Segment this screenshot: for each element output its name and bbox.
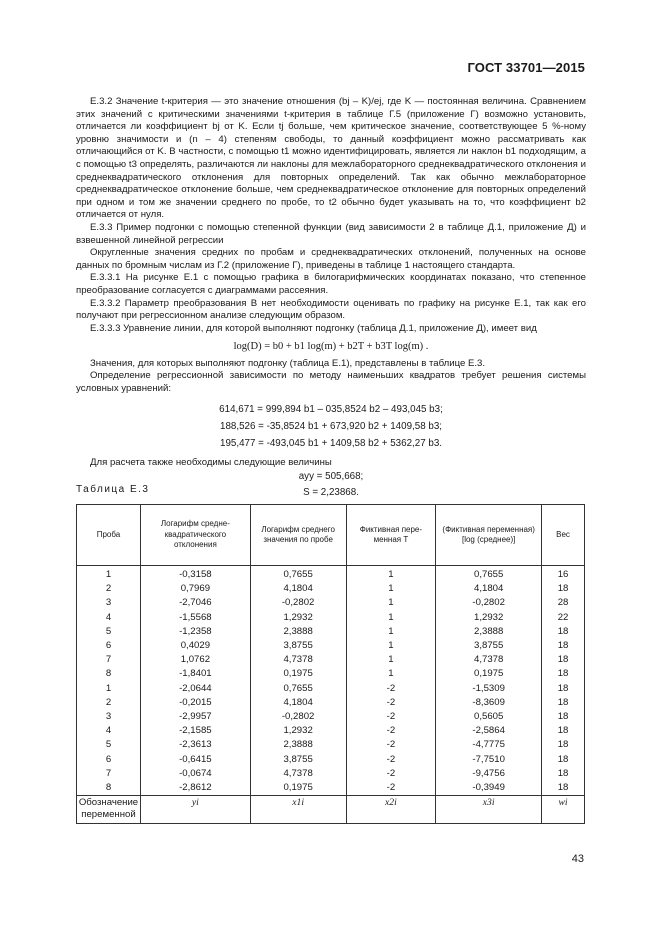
table-row (77, 682, 585, 696)
table-cell: -2,9957 (140, 710, 250, 724)
table-cell: 18 (542, 653, 585, 667)
table-cell: 18 (542, 625, 585, 639)
table-cell: 1 (346, 611, 436, 625)
paragraph: Е.3.3.3 Уравнение линии, для которой выполняют подгонку (таблица Д.1, приложение Д), имеет вид (90, 322, 537, 334)
paragraph: Значения, для которых выполняют подгонку (таблица Е.1), представлены в таблице Е.3. (90, 357, 486, 369)
system-equation: 188,526 = -35,8524 b1 + 673,920 b2 + 1409,58 b3; (220, 420, 442, 432)
table-cell: 1,2932 (250, 724, 346, 738)
paragraph: Е.3.2 Значение t-критерия — это значение отношения (bj – K)/ej, где K — постоянная величина. Сравнением этих значений с критическими значениями t-критерия в таблице Г.5 (приложение Г) возможно установить, отличается ли коэффициент bj от K. Если tj больше, чем критическое значение, соответствующее 5 %-ному уровню значимости и (n – 4) степеням свободы, то данный коэффициент можно рассматривать как отличающийся от K. В частности, с помощью t1 можно идентифицировать, является ли наклон b1 подходящим, а с помощью t3 определять, различаются ли наклоны для межлабораторного среднеквадратического отклонения и среднеквадратического отклонения для повторных определений. Так как обычно межлабораторное среднеквадратическое отклонение больше, чем среднеквадратическое отклонение для повторных определений при одном и том же значении среднего по пробе, то t2 обычно будет указывать на то, что коэффициент b2 отличается от нуля. (76, 96, 586, 221)
table-cell: 3,8755 (436, 639, 542, 653)
page-number: 43 (571, 853, 584, 865)
table-cell: 1 (346, 596, 436, 610)
table-cell: 3 (77, 596, 141, 610)
table-row (77, 667, 585, 681)
table-cell: 1 (77, 566, 141, 583)
table-cell: 4,1804 (250, 582, 346, 596)
system-equation: 195,477 = -493,045 b1 + 1409,58 b2 + 5362,27 b3. (220, 437, 442, 449)
standard-code: ГОСТ 33701—2015 (467, 60, 585, 75)
table-cell: -2 (346, 710, 436, 724)
table-cell: 4,7378 (250, 767, 346, 781)
column-header: Вес (542, 505, 585, 566)
table-cell: 1 (346, 639, 436, 653)
paragraph: Е.3.3 Пример подгонки с помощью степенной функции (вид зависимости 2 в таблице Д.1, приложение Д) и взвешенной линейной регрессии (76, 221, 586, 246)
table-cell: 1,2932 (436, 611, 542, 625)
column-header: Фиктивная пере-менная T (346, 505, 436, 566)
table-cell: -2,0644 (140, 682, 250, 696)
variable-symbol: wi (542, 796, 585, 824)
table-cell: 0,7655 (250, 682, 346, 696)
data-table (76, 504, 585, 824)
table-cell: 28 (542, 596, 585, 610)
table-cell: -0,2802 (250, 710, 346, 724)
table-cell: 0,1975 (250, 781, 346, 796)
paragraph: Для расчета также необходимы следующие величины (90, 456, 332, 468)
table-cell: 4 (77, 724, 141, 738)
regression-equation-block (76, 341, 586, 354)
table-cell: 6 (77, 639, 141, 653)
table-cell: 0,1975 (436, 667, 542, 681)
table-cell: -0,3949 (436, 781, 542, 796)
table-cell: 0,1975 (250, 667, 346, 681)
table-cell: 2 (77, 582, 141, 596)
table-cell: 0,5605 (436, 710, 542, 724)
table-cell: -2 (346, 724, 436, 738)
table-cell: -2 (346, 696, 436, 710)
table-cell: -0,2802 (436, 596, 542, 610)
table-cell: 0,7655 (250, 566, 346, 583)
table-cell: -1,5568 (140, 611, 250, 625)
column-header: (Фиктивная переменная) [log (среднее)] (436, 505, 542, 566)
paragraph: Определение регрессионной зависимости по методу наименьших квадратов требует решения системы условных уравнений: (76, 370, 586, 395)
table-cell: -1,5309 (436, 682, 542, 696)
table-cell: 5 (77, 625, 141, 639)
table-cell: 18 (542, 696, 585, 710)
table-cell: 2 (77, 696, 141, 710)
table-cell: -0,2802 (250, 596, 346, 610)
table-cell: 3,8755 (250, 639, 346, 653)
table-cell: 3,8755 (250, 753, 346, 767)
table-cell: 1,0762 (140, 653, 250, 667)
table-cell: -0,2015 (140, 696, 250, 710)
footer-label: Обозначение переменной (77, 796, 141, 824)
table-row (77, 753, 585, 767)
table-cell: -9,4756 (436, 767, 542, 781)
table-cell: -2,8612 (140, 781, 250, 796)
table-cell: 18 (542, 582, 585, 596)
table-cell: 8 (77, 781, 141, 796)
variable-symbol: x3i (436, 796, 542, 824)
table-cell: 4,7378 (250, 653, 346, 667)
variable-symbol: x2i (346, 796, 436, 824)
table-row (77, 767, 585, 781)
table-cell: -2,3613 (140, 738, 250, 752)
table-row (77, 696, 585, 710)
table-cell: -1,8401 (140, 667, 250, 681)
table-cell: 18 (542, 781, 585, 796)
table-cell: -2,7046 (140, 596, 250, 610)
table-cell: 0,4029 (140, 639, 250, 653)
table-row (77, 596, 585, 610)
table-cell: -1,2358 (140, 625, 250, 639)
table-cell: -2,1585 (140, 724, 250, 738)
table-cell: 6 (77, 753, 141, 767)
table-cell: 2,3888 (250, 738, 346, 752)
table-cell: 18 (542, 738, 585, 752)
table-cell: 18 (542, 667, 585, 681)
regression-equation: log(D) = b0 + b1 log(m) + b2T + b3T log(m) . (233, 341, 429, 353)
table-row (77, 582, 585, 596)
variable-symbol: yi (140, 796, 250, 824)
table-row (77, 738, 585, 752)
table-cell: -2 (346, 682, 436, 696)
table-cell: 18 (542, 753, 585, 767)
table-cell: -7,7510 (436, 753, 542, 767)
table-cell: 16 (542, 566, 585, 583)
table-cell: 18 (542, 710, 585, 724)
table-row (77, 653, 585, 667)
table-cell: 1,2932 (250, 611, 346, 625)
table-cell: 8 (77, 667, 141, 681)
table-cell: 2,3888 (250, 625, 346, 639)
table-row (77, 724, 585, 738)
table-cell: -2,5864 (436, 724, 542, 738)
system-equation: 614,671 = 999,894 b1 – 035,8524 b2 – 493,045 b3; (219, 403, 443, 415)
table-row (77, 566, 585, 583)
table-body (77, 566, 585, 796)
value-s: S = 2,23868. (303, 487, 359, 499)
table-cell: 2,3888 (436, 625, 542, 639)
table-cell: 22 (542, 611, 585, 625)
body-text (76, 96, 586, 501)
table-footer-row (77, 796, 585, 824)
table-cell: 3 (77, 710, 141, 724)
extra-values (76, 469, 586, 501)
table-cell: 0,7969 (140, 582, 250, 596)
column-header: Логарифм среднего значения по пробе (250, 505, 346, 566)
table-cell: 1 (346, 667, 436, 681)
table-row (77, 611, 585, 625)
paragraph: Е.3.3.2 Параметр преобразования B нет необходимости оценивать по графику на рисунке Е.1, так как его получают при регрессионном анализе следующим образом. (76, 297, 586, 322)
table-cell: -2 (346, 781, 436, 796)
table-cell: 1 (346, 582, 436, 596)
table-header-row (77, 505, 585, 566)
value-ayy: ayy = 505,668; (298, 471, 364, 483)
table-cell: 4,1804 (250, 696, 346, 710)
table-cell: 18 (542, 724, 585, 738)
paragraph: Е.3.3.1 На рисунке Е.1 с помощью графика в билогарифмических координатах показано, что степенное преобразование согласуется с диаграммами рассеяния. (76, 272, 586, 296)
table-cell: 1 (77, 682, 141, 696)
paragraph: Округленные значения средних по пробам и среднеквадратических отклонений, полученных на основе данных по бромным числам из Г.2 (приложение Г), приведены в таблице 1 настоящего стандарта. (76, 247, 586, 271)
table-cell: -2 (346, 738, 436, 752)
variable-symbol: x1i (250, 796, 346, 824)
table-cell: 0,7655 (436, 566, 542, 583)
table-cell: 7 (77, 653, 141, 667)
table-cell: -4,7775 (436, 738, 542, 752)
table-cell: 1 (346, 653, 436, 667)
table-cell: -2 (346, 753, 436, 767)
table-cell: 18 (542, 682, 585, 696)
column-header: Проба (77, 505, 141, 566)
table-cell: 4,1804 (436, 582, 542, 596)
column-header: Логарифм средне-квадратического отклонения (140, 505, 250, 566)
table-cell: 1 (346, 625, 436, 639)
table-cell: -8,3609 (436, 696, 542, 710)
table-cell: -0,3158 (140, 566, 250, 583)
table-cell: 7 (77, 767, 141, 781)
table-row (77, 710, 585, 724)
table-cell: 18 (542, 767, 585, 781)
table-cell: 18 (542, 639, 585, 653)
table-cell: 4,7378 (436, 653, 542, 667)
table-cell: -2 (346, 767, 436, 781)
table-cell: 4 (77, 611, 141, 625)
equation-system (76, 401, 586, 452)
table-cell: -0,6415 (140, 753, 250, 767)
table-cell: 1 (346, 566, 436, 583)
table-cell: 5 (77, 738, 141, 752)
table-row (77, 639, 585, 653)
table-cell: -0,0674 (140, 767, 250, 781)
table-row (77, 625, 585, 639)
table-row (77, 781, 585, 796)
table-title: Таблица Е.3 (76, 484, 150, 495)
